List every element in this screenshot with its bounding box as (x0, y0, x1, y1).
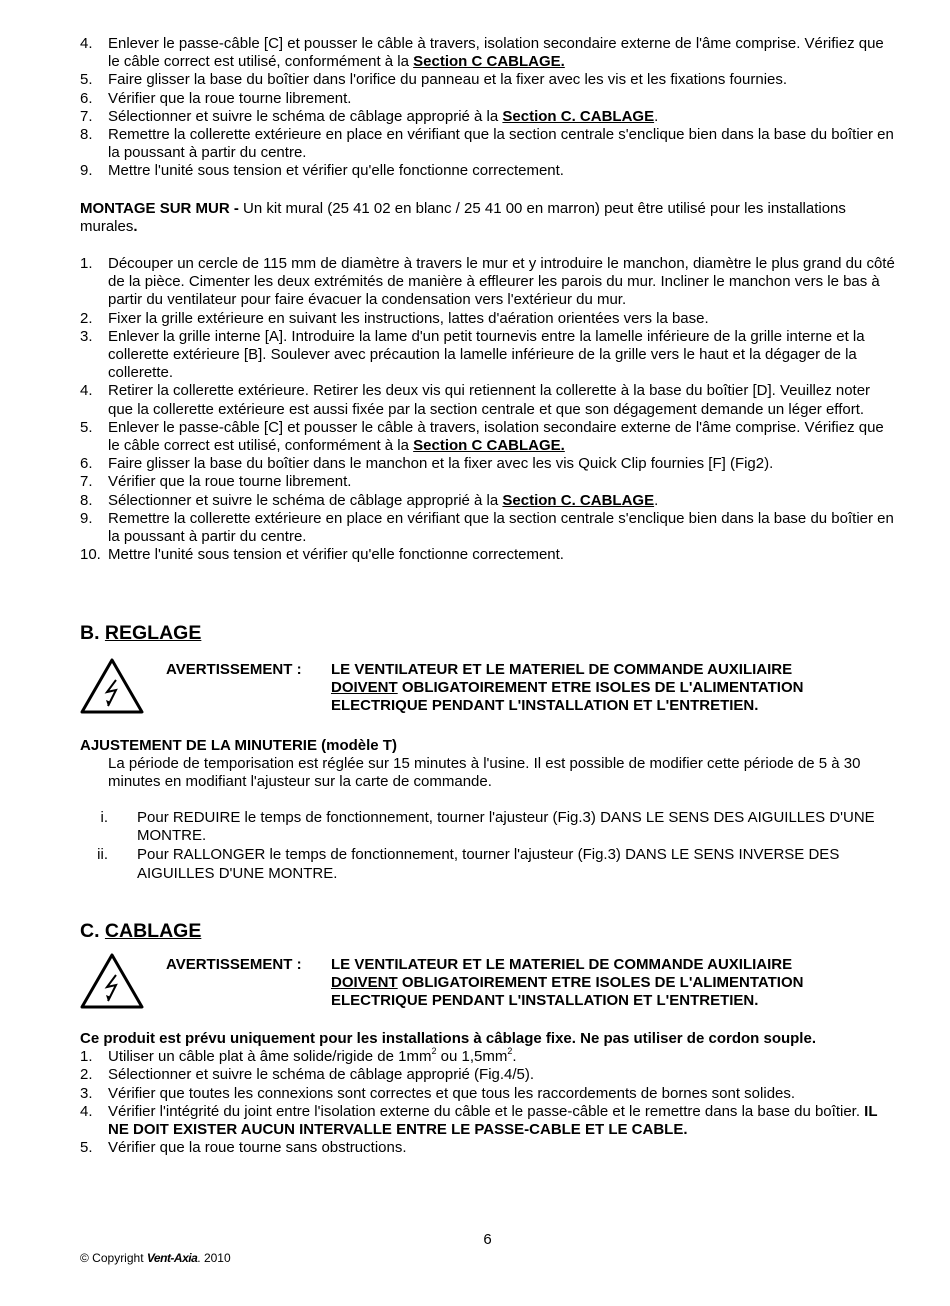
list-item (80, 126, 895, 162)
warning-block-c (80, 953, 895, 1015)
timer-adjust-block (80, 737, 895, 792)
list-number: 7. (80, 107, 93, 125)
wall-mount-heading: MONTAGE SUR MUR - (80, 200, 244, 217)
list-item (80, 419, 895, 455)
list-item (80, 328, 895, 383)
list-item: 5. Vérifier que la roue tourne sans obstructions. (80, 1139, 407, 1157)
warning-block-b (80, 658, 895, 720)
section-reference-link[interactable]: Section C. CABLAGE (502, 107, 655, 125)
list-text: Faire glisser la base du boîtier dans l'orifice du panneau et la fixer avec les vis et les fixations fournies. (108, 71, 788, 89)
list-item: 2. Sélectionner et suivre le schéma de câblage approprié (Fig.4/5). (80, 1066, 535, 1084)
warning-text: LE VENTILATEUR ET LE MATERIEL DE COMMANDE AUXILIAIRE DOIVENT OBLIGATOIREMENT ETRE ISOLES DE L'ALIMENTATION ELECTRIQUE PENDANT L'INSTALLATION ET L'ENTRETIEN. (331, 661, 804, 715)
section-reference-link[interactable]: Section C CABLAGE. (413, 437, 565, 455)
list-number: 5. (80, 71, 93, 89)
list-number: 5. (80, 418, 93, 436)
wall-mount-paragraph: MONTAGE SUR MUR - Un kit mural (25 41 02 en blanc / 25 41 00 en marron) peut être utilisé pour les installations murales. (80, 200, 846, 236)
list-item: 8. Sélectionner et suivre le schéma de câblage approprié à la Section C. CABLAGE. (80, 491, 659, 509)
list-text: Enlever la grille interne [A]. Introduire la lame d'un petit tournevis entre la lamelle inférieure de la grille interne et la collerette extérieure [B]. Soulever avec précaution la lamelle inférieure de la grille vers le haut et la dégager de la collerette. (108, 327, 865, 382)
list-item (80, 510, 895, 546)
list-text: Vérifier que la roue tourne librement. (108, 89, 352, 107)
list-text: Mettre l'unité sous tension et vérifier qu'elle fonctionne correctement. (108, 162, 564, 180)
list-item (80, 310, 895, 328)
list-text: Enlever le passe-câble [C] et pousser le câble à travers, isolation secondaire externe de l'âme comprise. Vérifiez que le câble correct est utilisé, conformément à la (108, 418, 884, 455)
install-list-panel (80, 35, 895, 181)
install-list-wall (80, 255, 895, 564)
list-item: i. Pour REDUIRE le temps de fonctionnement, tourner l'ajusteur (Fig.3) DANS LE SENS DES AIGUILLES D'UNE MONTRE. (100, 809, 875, 845)
timer-text: La période de temporisation est réglée sur 15 minutes à l'usine. Il est possible de modifier cette période de 5 à 30 minutes en modifiant l'ajusteur sur la carte de commande. (108, 755, 861, 791)
list-number: 6. (80, 455, 93, 473)
list-item (80, 255, 895, 310)
wiring-block (80, 1030, 895, 1157)
list-text: Fixer la grille extérieure en suivant les instructions, lattes d'aération orientées vers la base. (108, 309, 709, 327)
section-reference-link[interactable]: Section C CABLAGE. (413, 53, 565, 71)
list-text: Retirer la collerette extérieure. Retirer les deux vis qui retiennent la collerette à la base du boîtier [D]. Veuillez noter que la collerette extérieure est aussi fixée par la section centrale et que son dégagement demande un léger effort. (108, 382, 871, 418)
list-item (80, 35, 895, 71)
list-number: 4. (80, 382, 93, 400)
list-text: Vérifier que la roue tourne librement. (108, 473, 352, 491)
list-item: 1. Utiliser un câble plat à âme solide/rigide de $1mm^2$ ou $1,5mm^2$. (80, 1046, 517, 1066)
list-text: Sélectionner et suivre le schéma de câblage approprié à la (108, 491, 503, 509)
list-number: 4. (80, 35, 93, 52)
list-number: 10. (80, 546, 101, 564)
list-text: Remettre la collerette extérieure en place en vérifiant que la section centrale s'enclique bien dans la base du boîtier en la poussant à partir du centre. (108, 126, 894, 162)
list-text: Faire glisser la base du boîtier dans le manchon et la fixer avec les vis Quick Clip fournies [F] (Fig2). (108, 455, 774, 473)
page-number: 6 (483, 1231, 492, 1248)
list-item (80, 382, 895, 418)
list-item (80, 162, 895, 180)
list-item (80, 546, 895, 564)
list-number: 1. (80, 255, 93, 272)
section-b-title: REGLAGE (104, 622, 202, 644)
wall-mount-text: Un kit mural (25 41 02 en blanc / 25 41 00 en marron) peut être utilisé pour les installations murales (80, 200, 846, 236)
list-text: Remettre la collerette extérieure en place en vérifiant que la section centrale s'enclique bien dans la base du boîtier en la poussant à partir du centre. (108, 509, 894, 546)
list-number: 8. (80, 491, 93, 509)
list-number: 9. (80, 162, 93, 180)
timer-steps-list (80, 809, 895, 883)
list-number: 8. (80, 126, 93, 144)
list-item (80, 90, 895, 108)
list-text: Mettre l'unité sous tension et vérifier qu'elle fonctionne correctement. (108, 546, 564, 564)
electrical-hazard-icon (80, 953, 144, 1009)
section-c-heading: C. CABLAGE (80, 920, 202, 942)
warning-text: LE VENTILATEUR ET LE MATERIEL DE COMMANDE AUXILIAIRE DOIVENT OBLIGATOIREMENT ETRE ISOLES DE L'ALIMENTATION ELECTRIQUE PENDANT L'INSTALLATION ET L'ENTRETIEN. (331, 956, 804, 1010)
warning-label: AVERTISSEMENT : (166, 956, 302, 973)
brand-logo: Vent-Axia (146, 1251, 198, 1265)
list-number: 6. (80, 89, 93, 107)
list-item (80, 71, 895, 89)
list-number: 7. (80, 473, 93, 491)
list-text: Découper un cercle de 115 mm de diamètre à travers le mur et y introduire le manchon, diamètre le plus grand du côté de la pièce. Cimenter les deux extrémités de manière à effleurer les parois du mur. Incliner le manchon vers le bas à partir du ventilateur pour faire évacuer la condensation vers l'extérieur du mur. (108, 255, 895, 309)
section-b-heading: B. REGLAGE (80, 622, 202, 644)
list-number: 2. (80, 309, 93, 327)
list-number: 9. (80, 509, 93, 527)
section-c-title: CABLAGE (104, 920, 202, 942)
list-number: 3. (80, 327, 93, 345)
electrical-hazard-icon (80, 658, 144, 714)
list-text: Sélectionner et suivre le schéma de câblage approprié à la (108, 107, 503, 125)
list-item: 3. Vérifier que toutes les connexions sont correctes et que tous les raccordements de bornes sont solides. (80, 1084, 796, 1102)
copyright-notice: © Copyright Vent-Axia. 2010 (80, 1251, 231, 1265)
warning-label: AVERTISSEMENT : (166, 661, 302, 678)
list-item (80, 473, 895, 491)
list-item: ii. Pour RALLONGER le temps de fonctionnement, tourner l'ajusteur (Fig.3) DANS LE SENS INVERSE DES AIGUILLES D'UNE MONTRE. (97, 846, 840, 882)
list-item: 4. Vérifier l'intégrité du joint entre l'isolation externe du câble et le passe-câble et le remettre dans la base du boîtier. IL NE DOIT EXISTER AUCUN INTERVALLE ENTRE LE PASSE-CABLE ET LE CABLE. (80, 1102, 878, 1139)
wiring-intro: Ce produit est prévu uniquement pour les installations à câblage fixe. Ne pas utiliser de cordon souple. (80, 1030, 816, 1047)
timer-heading: AJUSTEMENT DE LA MINUTERIE (modèle T) (80, 737, 397, 754)
section-reference-link[interactable]: Section C. CABLAGE (502, 491, 655, 509)
list-item: 7. Sélectionner et suivre le schéma de câblage approprié à la Section C. CABLAGE. (80, 107, 659, 125)
list-item (80, 455, 895, 473)
list-text: Enlever le passe-câble [C] et pousser le câble à travers, isolation secondaire externe de l'âme comprise. Vérifiez que le câble correct est utilisé, conformément à la (108, 35, 884, 71)
